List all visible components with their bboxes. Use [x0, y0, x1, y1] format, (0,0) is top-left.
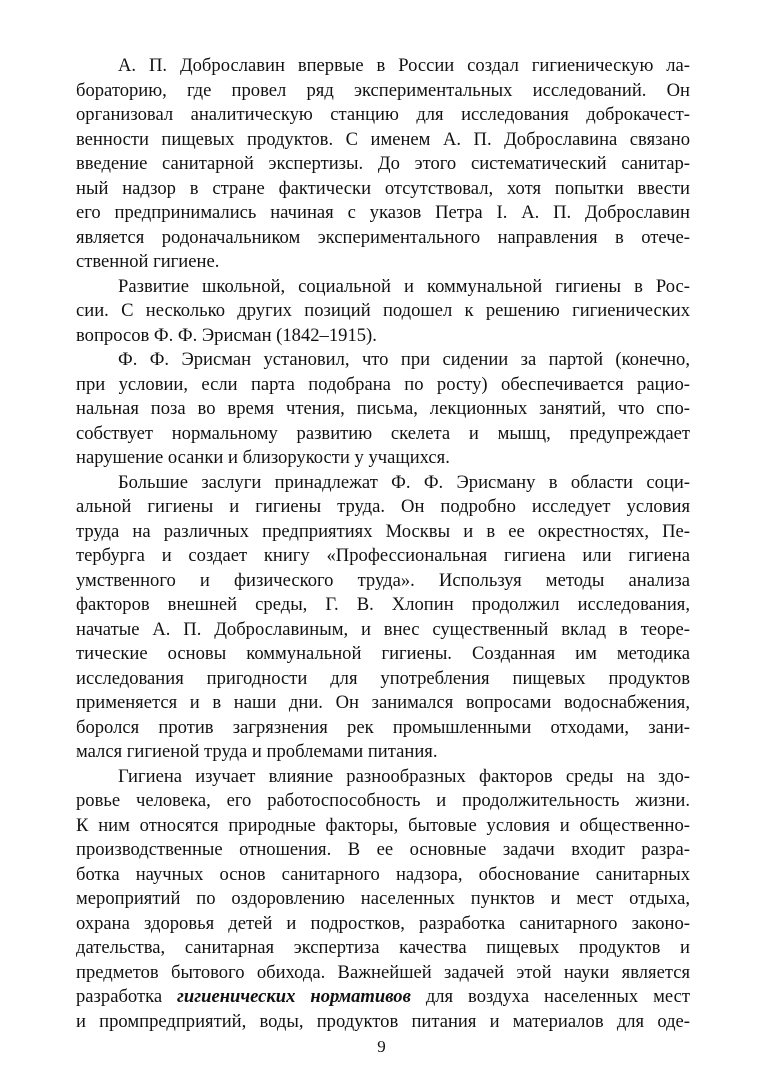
text-line: собствует нормальному развитию скелета и мышц, предупреждает: [76, 422, 690, 444]
text-line: ровье человека, его работоспособность и продолжительность жизни.: [76, 790, 690, 811]
text-line: мероприятий по оздоровлению населенных пунктов и мест отдыха,: [76, 888, 690, 909]
text-line: боролся против загрязнения рек промышленными отходами, зани-: [76, 716, 690, 738]
text-line: ботка научных основ санитарного надзора, обоснование санитарных: [76, 863, 690, 885]
emphasized-term: гигиенических нормативов: [177, 986, 411, 1007]
text-line: исследования пригодности для употребления пищевых продуктов: [76, 667, 690, 689]
text-line: сии. С несколько других позиций подошел к решению гигиенических: [76, 300, 690, 321]
text-line: его предпринимались начиная с указов Петра I. А. П. Доброславин: [76, 202, 690, 223]
text-line: труда на различных предприятиях Москвы и в ее окрестностях, Пе-: [76, 520, 690, 542]
text-line: предметов бытового обихода. Важнейшей задачей этой науки является: [76, 961, 690, 983]
text-line: нарушение осанки и близорукости у учащихся.: [76, 447, 450, 468]
text-line: ный надзор в стране фактически отсутствовал, хотя попытки ввести: [76, 177, 690, 199]
text-body: [76, 54, 690, 985]
text-line: Ф. Ф. Эрисман установил, что при сидении за партой (конечно,: [118, 349, 690, 370]
text-line: факторов внешней среды, Г. В. Хлопин продолжил исследования,: [76, 594, 690, 615]
text-line-emphasis: [76, 985, 690, 1010]
text-line: тербурга и создает книгу «Профессиональная гигиена или гигиена: [76, 545, 690, 566]
text-line: Большие заслуги принадлежат Ф. Ф. Эрисману в области соци-: [118, 471, 690, 493]
emphasis-after: для воздуха населенных мест: [410, 986, 690, 1007]
emphasis-before: разработка: [76, 986, 178, 1007]
text-line: Развитие школьной, социальной и коммунальной гигиены в Рос-: [118, 275, 690, 297]
text-line: тические основы коммунальной гигиены. Созданная им методика: [76, 643, 690, 664]
text-line: охрана здоровья детей и подростков, разработка санитарного законо-: [76, 912, 690, 934]
text-line: ственной гигиене.: [76, 251, 220, 272]
text-line: начатые А. П. Доброславиным, и внес существенный вклад в теоре-: [76, 618, 690, 640]
text-line: дательства, санитарная экспертиза качества пищевых продуктов и: [76, 937, 690, 958]
page-number: 9: [377, 1037, 386, 1056]
text-line: применяется и в наши дни. Он занимался вопросами водоснабжения,: [76, 692, 690, 713]
page-body: [76, 54, 690, 1034]
text-line: мался гигиеной труда и проблемами питания.: [76, 741, 438, 762]
text-line: вопросов Ф. Ф. Эрисман (1842–1915).: [76, 324, 377, 346]
text-line: бораторию, где провел ряд экспериментальных исследований. Он: [76, 79, 690, 101]
text-line: при условии, если парта подобрана по росту) обеспечивается рацио-: [76, 373, 690, 395]
text-line: венности пищевых продуктов. С именем А. П. Доброславина связано: [76, 128, 690, 150]
text-line: К ним относятся природные факторы, бытовые условия и общественно-: [76, 814, 690, 836]
text-line: организовал аналитическую станцию для исследования доброкачест-: [76, 104, 690, 125]
text-line: А. П. Доброславин впервые в России создал гигиеническую ла-: [118, 55, 690, 76]
text-line: альной гигиены и гигиены труда. Он подробно исследует условия: [76, 496, 690, 517]
text-line: производственные отношения. В ее основные задачи входит разра-: [76, 839, 690, 860]
text-line-final: и промпредприятий, воды, продуктов питания и материалов для оде-: [76, 1010, 690, 1032]
text-line: нальная поза во время чтения, письма, лекционных занятий, что спо-: [76, 398, 690, 419]
text-line: умственного и физического труда». Используя методы анализа: [76, 569, 690, 591]
text-line: введение санитарной экспертизы. До этого систематический санитар-: [76, 153, 690, 174]
text-line: Гигиена изучает влияние разнообразных факторов среды на здо-: [118, 765, 690, 787]
text-line: является родоначальником экспериментального направления в отече-: [76, 226, 690, 248]
